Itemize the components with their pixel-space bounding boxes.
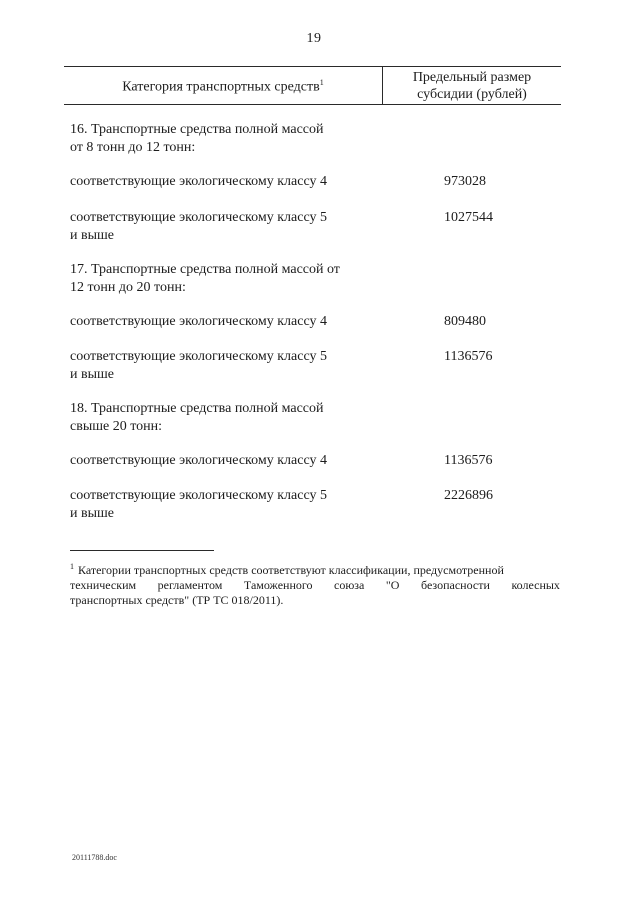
footnote-word: безопасности (421, 578, 490, 592)
footnote-word: колесных (511, 578, 560, 592)
group-title-line: 17. Транспортные средства полной массой от (70, 262, 340, 277)
footnote-word: техническим (70, 578, 137, 592)
footnote-separator (70, 550, 214, 551)
footnote-word: "О (385, 578, 400, 592)
group-title-line: 18. Транспортные средства полной массой (70, 401, 324, 416)
amount-header-line: Предельный размер (412, 70, 532, 85)
row-value: 1027544 (444, 210, 493, 225)
footnote-line (70, 559, 560, 578)
group-title-line: свыше 20 тонн: (70, 419, 163, 434)
amount-header-line: субсидии (рублей) (417, 87, 527, 102)
row-value: 1136576 (444, 349, 493, 364)
row-label-line: соответствующие экологическому классу 4 (70, 453, 327, 468)
document-code: 20111788.doc (72, 853, 117, 862)
footnote-text: Категории транспортных средств соответствуют классификации, предусмотренной (78, 563, 504, 577)
row-label-line: и выше (70, 367, 115, 382)
row-label-line: соответствующие экологическому классу 5 (70, 210, 327, 225)
footnote-mark: 1 (70, 562, 74, 571)
group-title-line: 16. Транспортные средства полной массой (70, 122, 324, 137)
row-value: 1136576 (444, 453, 493, 468)
row-label-line: соответствующие экологическому классу 4 (70, 314, 327, 329)
footnote (70, 559, 560, 608)
row-value: 809480 (444, 314, 486, 329)
footnote-word: Таможенного (243, 578, 313, 592)
group-title-line: от 8 тонн до 12 тонн: (70, 140, 196, 155)
row-value: 973028 (444, 174, 486, 189)
table-header (64, 66, 561, 105)
category-column-header (64, 78, 382, 96)
row-label-line: соответствующие экологическому классу 5 (70, 349, 327, 364)
row-label-line: и выше (70, 228, 115, 243)
amount-column-header (383, 69, 561, 103)
footnote-line (70, 593, 560, 608)
footnote-word: регламентом (157, 578, 223, 592)
row-label-line: соответствующие экологическому классу 4 (70, 174, 327, 189)
group-title-line: 12 тонн до 20 тонн: (70, 280, 186, 295)
row-label-line: соответствующие экологическому классу 5 (70, 488, 327, 503)
footnote-line (70, 578, 560, 593)
category-header-text: Категория транспортных средств (122, 79, 320, 95)
footnote-word: союза (334, 578, 365, 592)
page-number: 19 (306, 31, 322, 46)
footnote-text: транспортных средств" (ТР ТС 018/2011). (70, 593, 284, 607)
row-value: 2226896 (444, 488, 493, 503)
footnote-reference: 1 (319, 78, 324, 87)
row-label-line: и выше (70, 506, 115, 521)
